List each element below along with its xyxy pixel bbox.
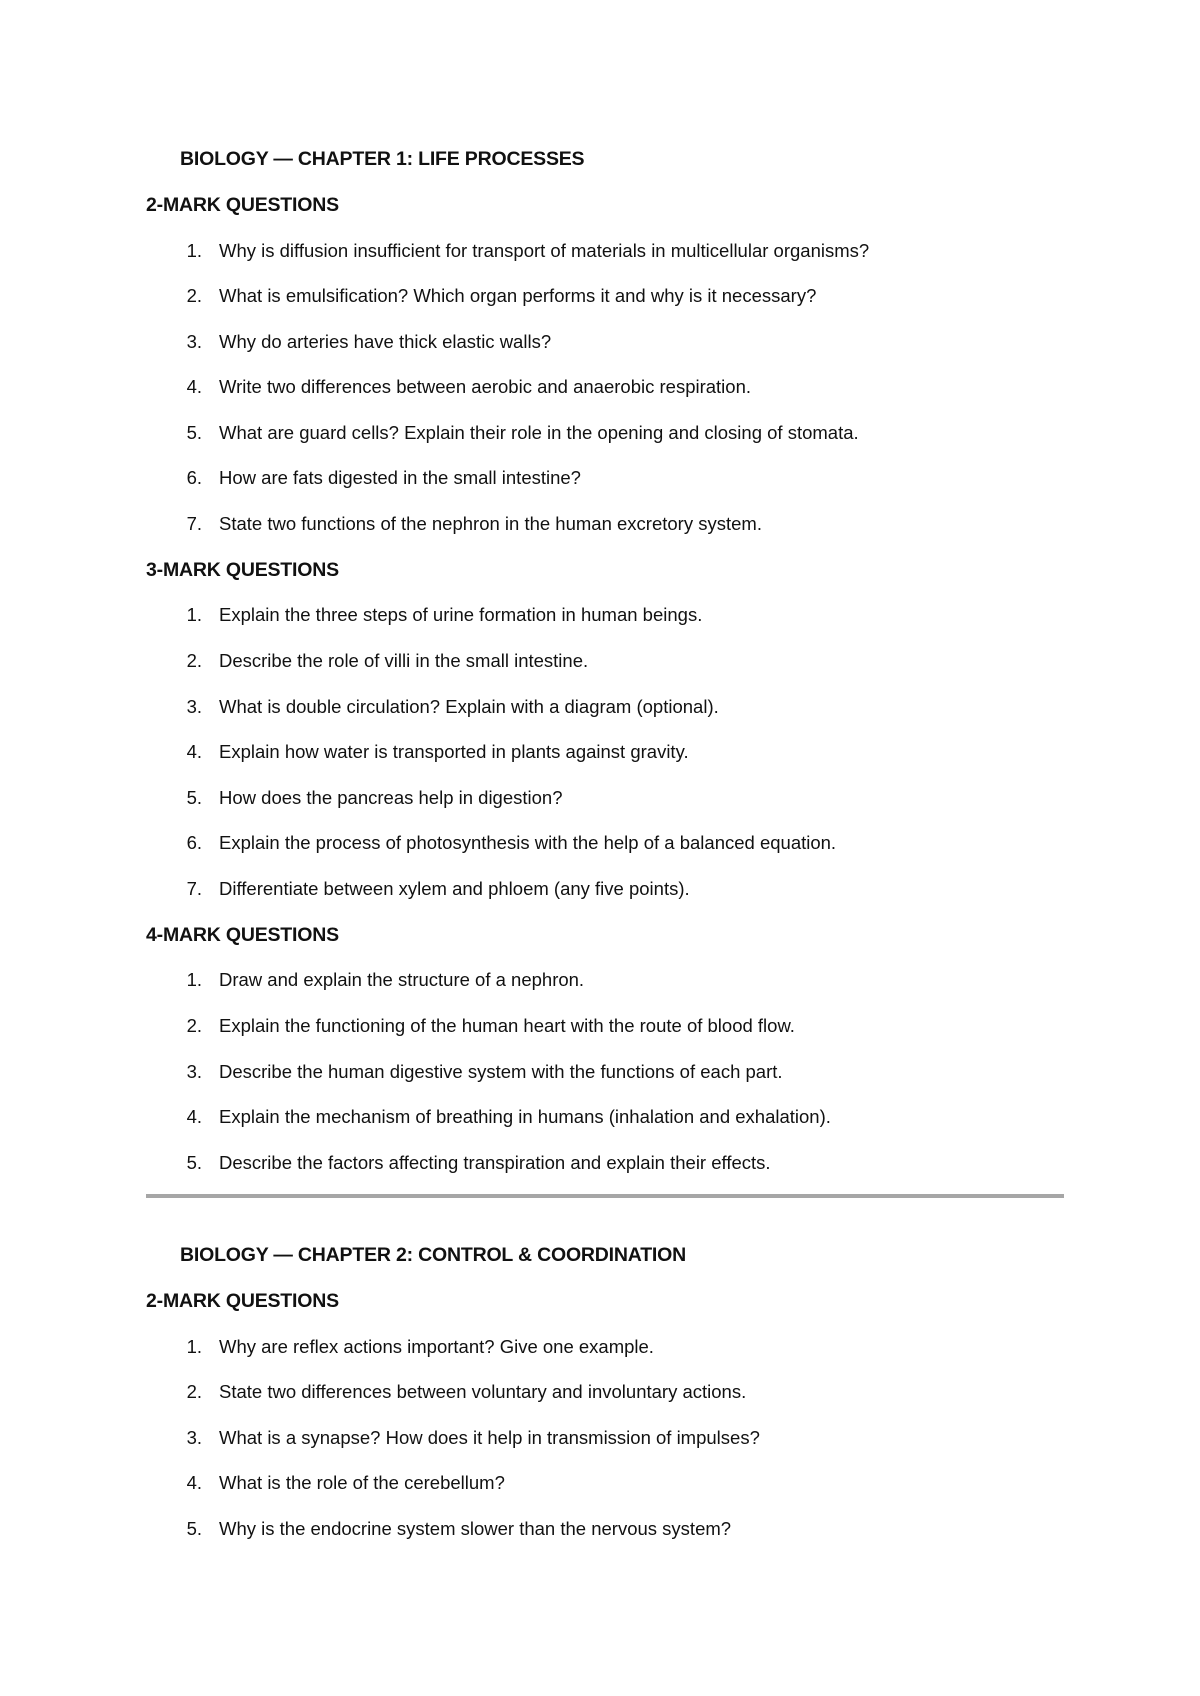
question-text: Explain the process of photosynthesis with the help of a balanced equation. — [219, 832, 837, 853]
chapter-1-4-mark-heading: 4-MARK QUESTIONS — [146, 924, 339, 946]
list-item — [0, 878, 1200, 904]
list-item — [0, 1427, 1200, 1453]
list-item — [0, 969, 1200, 995]
list-item — [0, 1336, 1200, 1362]
list-number: 4. — [186, 741, 202, 762]
question-text: What is a synapse? How does it help in transmission of impulses? — [219, 1427, 760, 1448]
list-item — [0, 467, 1200, 493]
list-item — [0, 240, 1200, 266]
question-text: Why is diffusion insufficient for transport of materials in multicellular organisms? — [219, 240, 870, 261]
list-item — [0, 1152, 1200, 1178]
list-number: 5. — [186, 1152, 202, 1173]
list-number: 6. — [186, 832, 202, 853]
chapter-1-title: BIOLOGY — CHAPTER 1: LIFE PROCESSES — [180, 148, 585, 170]
list-number: 5. — [186, 787, 202, 808]
list-number: 7. — [186, 878, 202, 899]
list-number: 3. — [186, 1061, 202, 1082]
list-item — [0, 1381, 1200, 1407]
list-number: 1. — [186, 1336, 202, 1357]
list-item — [0, 1518, 1200, 1544]
list-item — [0, 741, 1200, 767]
question-text: Explain how water is transported in plants against gravity. — [219, 741, 689, 762]
list-item — [0, 696, 1200, 722]
list-item — [0, 604, 1200, 630]
question-text: What is the role of the cerebellum? — [219, 1472, 505, 1493]
question-text: Explain the three steps of urine formation in human beings. — [219, 604, 703, 625]
question-text: How does the pancreas help in digestion? — [219, 787, 563, 808]
list-item — [0, 832, 1200, 858]
section-divider — [146, 1194, 1064, 1198]
list-item — [0, 376, 1200, 402]
chapter-2-title: BIOLOGY — CHAPTER 2: CONTROL & COORDINATION — [180, 1244, 686, 1266]
list-number: 2. — [186, 1381, 202, 1402]
list-item — [0, 787, 1200, 813]
list-item — [0, 513, 1200, 539]
chapter-2-2-mark-heading: 2-MARK QUESTIONS — [146, 1290, 339, 1312]
question-text: State two differences between voluntary and involuntary actions. — [219, 1381, 747, 1402]
list-number: 3. — [186, 1427, 202, 1448]
list-number: 1. — [186, 969, 202, 990]
question-text: Differentiate between xylem and phloem (any five points). — [219, 878, 690, 899]
list-number: 2. — [186, 285, 202, 306]
list-item — [0, 1472, 1200, 1498]
question-text: Why is the endocrine system slower than the nervous system? — [219, 1518, 732, 1539]
question-text: Describe the human digestive system with the functions of each part. — [219, 1061, 783, 1082]
list-number: 1. — [186, 240, 202, 261]
question-text: State two functions of the nephron in the human excretory system. — [219, 513, 762, 534]
question-text: What is double circulation? Explain with a diagram (optional). — [219, 696, 719, 717]
question-text: How are fats digested in the small intestine? — [219, 467, 581, 488]
question-text: Draw and explain the structure of a nephron. — [219, 969, 585, 990]
question-text: Why are reflex actions important? Give one example. — [219, 1336, 654, 1357]
list-item — [0, 331, 1200, 357]
list-item — [0, 650, 1200, 676]
list-item — [0, 1106, 1200, 1132]
question-text: What is emulsification? Which organ performs it and why is it necessary? — [219, 285, 817, 306]
list-number: 4. — [186, 1106, 202, 1127]
list-number: 6. — [186, 467, 202, 488]
list-number: 5. — [186, 422, 202, 443]
list-number: 2. — [186, 1015, 202, 1036]
list-number: 4. — [186, 376, 202, 397]
list-item — [0, 422, 1200, 448]
question-text: Write two differences between aerobic and anaerobic respiration. — [219, 376, 752, 397]
list-item — [0, 1061, 1200, 1087]
question-text: Describe the role of villi in the small intestine. — [219, 650, 589, 671]
list-number: 7. — [186, 513, 202, 534]
list-number: 4. — [186, 1472, 202, 1493]
list-number: 5. — [186, 1518, 202, 1539]
question-text: What are guard cells? Explain their role in the opening and closing of stomata. — [219, 422, 859, 443]
list-number: 3. — [186, 331, 202, 352]
list-item — [0, 285, 1200, 311]
list-item — [0, 1015, 1200, 1041]
list-number: 1. — [186, 604, 202, 625]
chapter-1-3-mark-heading: 3-MARK QUESTIONS — [146, 559, 339, 581]
list-number: 2. — [186, 650, 202, 671]
question-text: Why do arteries have thick elastic walls? — [219, 331, 552, 352]
list-number: 3. — [186, 696, 202, 717]
question-text: Describe the factors affecting transpiration and explain their effects. — [219, 1152, 771, 1173]
question-text: Explain the mechanism of breathing in humans (inhalation and exhalation). — [219, 1106, 831, 1127]
question-text: Explain the functioning of the human heart with the route of blood flow. — [219, 1015, 795, 1036]
chapter-1-2-mark-heading: 2-MARK QUESTIONS — [146, 194, 339, 216]
